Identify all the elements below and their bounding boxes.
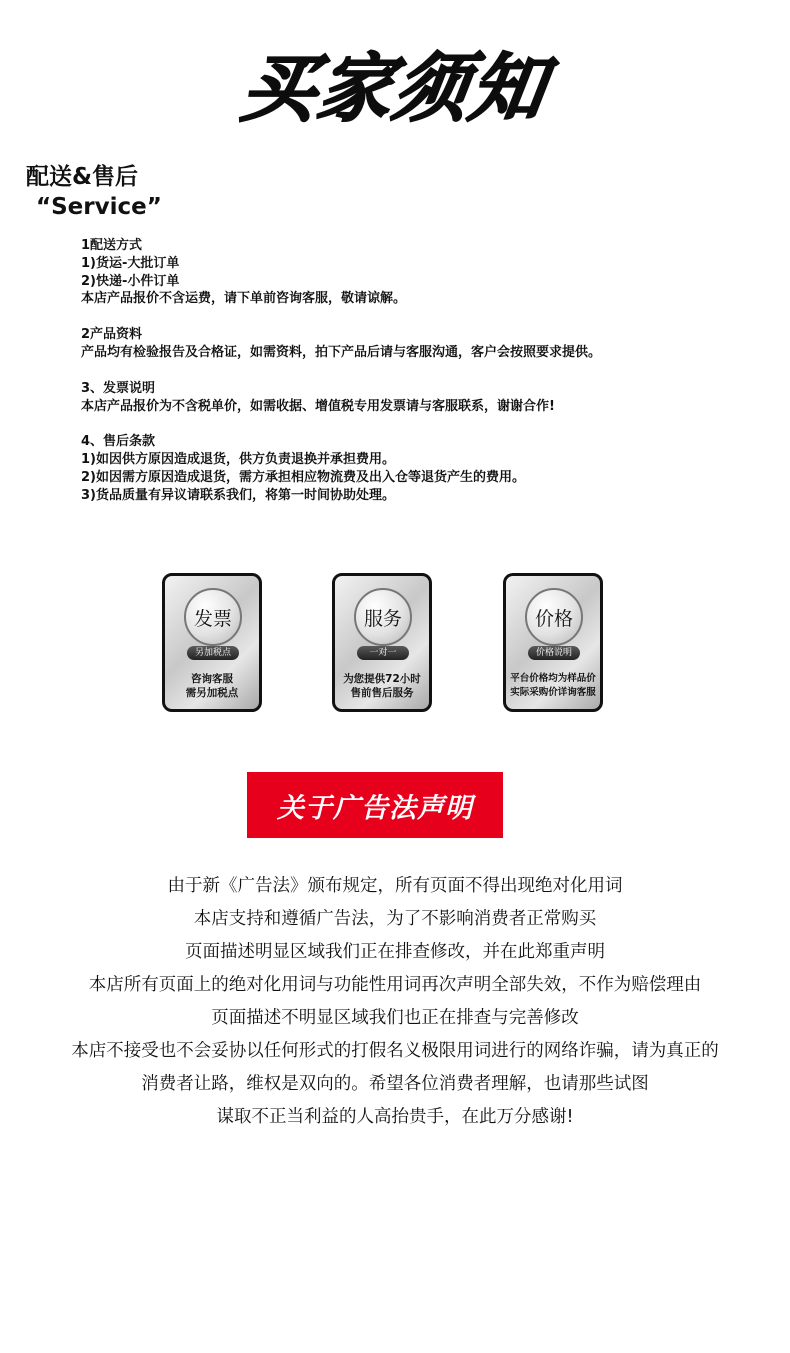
badge-service-desc	[335, 672, 429, 700]
info-line: 2)快递-小件订单	[81, 273, 180, 289]
info-line: 1)如因供方原因造成退货，供方负责退换并承担费用。	[81, 452, 395, 468]
badge-price-tag: 价格说明	[528, 646, 580, 660]
page-title: 买家须知	[236, 46, 553, 132]
statement-line: 消费者让路，维权是双向的。希望各位消费者理解，也请那些试图	[141, 1074, 649, 1094]
info-line: 1配送方式	[81, 238, 143, 253]
statement-line: 谋取不正当利益的人高抬贵手，在此万分感谢!	[216, 1107, 574, 1127]
info-list	[81, 237, 741, 523]
info-block-product-docs	[81, 326, 741, 362]
section-title: 配送&售后	[26, 164, 139, 190]
info-line: 3)货品质量有异议请联系我们，将第一时间协助处理。	[81, 487, 395, 503]
info-block-shipping	[81, 237, 741, 308]
badge-desc-line: 平台价格均为样品价	[510, 673, 596, 684]
statement-line: 本店支持和遵循广告法，为了不影响消费者正常购买	[193, 909, 597, 929]
statement-line: 页面描述不明显区域我们也正在排查与完善修改	[211, 1008, 579, 1028]
badge-price-desc	[506, 672, 600, 700]
info-line: 2)如因需方原因造成退货，需方承担相应物流费及出入仓等退货产生的费用。	[81, 469, 525, 485]
section-subtitle: “Service”	[36, 194, 162, 220]
badge-service-label: 服务	[354, 588, 412, 646]
badge-price-label: 价格	[525, 588, 583, 646]
badge-desc-line: 为您提供72小时	[343, 673, 421, 685]
info-line: 产品均有检验报告及合格证，如需资料，拍下产品后请与客服沟通，客户会按照要求提供。	[81, 344, 602, 360]
badge-invoice-tag: 另加税点	[187, 646, 239, 660]
info-line: 本店产品报价不含运费，请下单前咨询客服，敬请谅解。	[81, 291, 407, 307]
info-block-after-sales	[81, 433, 741, 504]
badge-service	[332, 573, 432, 712]
info-line: 3、发票说明	[81, 380, 156, 396]
badge-desc-line: 咨询客服	[191, 673, 233, 685]
info-line: 1)货运-大批订单	[81, 255, 180, 271]
ad-law-banner: 关于广告法声明	[247, 772, 503, 838]
badge-invoice-desc	[165, 672, 259, 700]
statement-line: 页面描述明显区域我们正在排查修改，并在此郑重声明	[185, 942, 605, 962]
section-heading	[26, 162, 162, 222]
statement-line: 本店不接受也不会妥协以任何形式的打假名义极限用词进行的网络诈骗，请为真正的	[71, 1041, 719, 1061]
badge-desc-line: 需另加税点	[185, 687, 239, 699]
badge-service-tag: 一对一	[357, 646, 409, 660]
info-line: 2产品资料	[81, 327, 143, 343]
info-line: 本店产品报价为不含税单价，如需收据、增值税专用发票请与客服联系，谢谢合作!	[81, 398, 555, 414]
badge-desc-line: 实际采购价详询客服	[510, 687, 596, 698]
ad-law-statement	[0, 870, 790, 1134]
info-line: 4、售后条款	[81, 434, 156, 450]
badge-desc-line: 售前售后服务	[350, 687, 414, 699]
badge-invoice-label: 发票	[184, 588, 242, 646]
statement-line: 由于新《广告法》颁布规定，所有页面不得出现绝对化用词	[167, 876, 623, 896]
badge-invoice	[162, 573, 262, 712]
statement-line: 本店所有页面上的绝对化用词与功能性用词再次声明全部失效，不作为赔偿理由	[88, 975, 702, 995]
info-block-invoice	[81, 380, 741, 416]
badge-price	[503, 573, 603, 712]
